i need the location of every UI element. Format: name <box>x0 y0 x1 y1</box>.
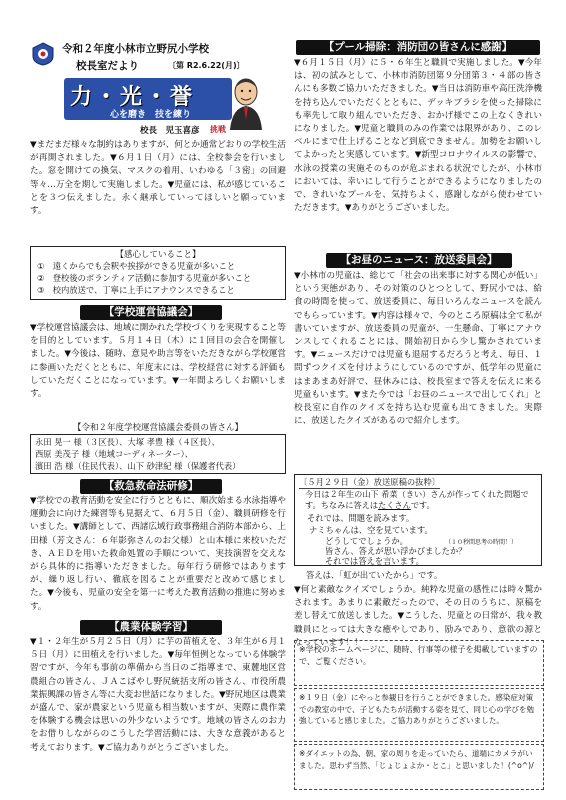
intro-item: ② 登校後のボランティア活動に参加する児童が多いこと <box>37 273 252 283</box>
intro-box-title: 【感心していること】 <box>115 250 201 260</box>
note-box <box>294 640 544 686</box>
council-member-line: 濱田 浩 様（住民代表）、山下 砂津紀 様（保護者代表） <box>35 461 241 471</box>
pool-section-title: 【プール掃除：消防団の皆さんに感謝】 <box>296 40 540 55</box>
quiz-question-line: 皆さん、答えが思い浮かびましたか？ <box>325 546 467 556</box>
quiz-read-line: それでは、問題を読みます。 <box>307 513 415 523</box>
quiz-question-line: どうしてでしょうか。 <box>325 536 408 546</box>
school-line: 令和２年度小林市立野尻小学校 <box>62 43 209 55</box>
principal-portrait-icon <box>226 74 266 130</box>
quiz-box-title: 〔５月２９日（金）放送原稿の抜粋〕 <box>299 477 441 487</box>
challenge-badge: 挑戦 <box>210 125 226 134</box>
school-crest-icon <box>32 42 54 66</box>
council-text: ▼学校運営協議会は、地域に開かれた学校づくりを実現すること等を目的としています。５月１４日（木）に１回目の会合を開催しました。▼今後は、随時、意見や助言等をいただきながら学校運営に参画いただくとともに、年度末には、学校経営に対する評価もしていただくことになっています。▼一年間よろしくお願いします。 <box>30 323 286 400</box>
intro-text: ▼まだまだ様々な制約はありますが、何とか通常どおりの学校生活が再開されました。▼６月１日（月）には、全校参会を行いました。窓を開けての換気、マスクの着用、いわゆる「３密」の回避等々…万全を期して実施しました。▼児童には、私が感じていることを３つ伝えました。永く継承していってほしいと願っています。 <box>30 140 286 217</box>
quiz-question-line: それでは答えを言います。 <box>325 556 424 566</box>
farm-section-title: 【農業体験学習】 <box>80 620 222 635</box>
quiz-intro-text: 今日は２年生の山下 希菜（きい）さんが作ってくれた問題です。ちなみに答えは <box>305 489 529 510</box>
first-aid-text: ▼学校での教育活動を安全に行うとともに、順次始まる水泳指導や運動会に向けた練習等も見据えて、６月５日（金）、職員研修を行いました。▼講師として、西諸広域行政事務組合消防本部から、上田様（芳文さん：６年影弥さんのお父様）と山本様に来校いただき、ＡＥＤを用いた救命処置の手順について、実技演習を交えながら具体的に指導いただきました。毎年行う研修ではありますが、繰り返し行い、徹底を図ることが重要だと改めて感じました。▼今後も、児童の安全を第一に考えた教育活動の推進に努めます。 <box>30 496 286 612</box>
quiz-think-time: （１０秒間思考の時間！） <box>445 539 518 546</box>
newsletter-title: 力・光・誉 <box>70 84 196 110</box>
council-members-title: 【令和２年度学校運営協議会委員の皆さん】 <box>72 423 243 433</box>
issue-date: 〔第 R2.6.22(月)〕 <box>168 61 245 70</box>
quiz-answer-highlight: たくさん <box>378 500 411 510</box>
first-aid-section-title: 【救急救命法研修】 <box>80 479 222 494</box>
note-text: ※学校のホームページに、随時、行事等の様子を掲載していますので、ご覧ください。 <box>299 645 538 666</box>
council-section-title: 【学校運営協議会】 <box>80 305 222 320</box>
quiz-intro-end: です。 <box>410 500 435 510</box>
news-section-title: 【お昼のニュース：放送委員会】 <box>326 253 512 268</box>
news-quiz-box <box>294 474 542 566</box>
note-box <box>294 688 544 742</box>
news-text: ▼小林市の児童は、総じて「社会の出来事に対する関心が低い」という実態があり、その対策のひとつとして、野尻小では、給食の時間を使って、放送委員に、毎日いろんなニュースを読んでもらっています。▼内容は様々で、今のところ原稿は全て私が書いていますが、放送委員の児童が、一生懸命、丁寧にアナウンスしてくれることには、開始初日から少し驚かされています。▼ニュースだけでは児童も退屈するだろうと考え、毎日、１問ずつクイズを付けようにしているのですが、低学年の児童にはまあまあ好評で、昼休みには、校長室まで答えを伝えに来る児童もいます。▼また今では「お昼のニュースで出してくれ」と校長室に自作のクイズを持ち込む児童も出てきました。実際に、放送したクイズがあるので紹介します。 <box>294 271 542 427</box>
council-members-box <box>30 434 286 474</box>
council-member-line: 西原 美茂子 様（地域コーディネーター）、 <box>35 449 194 459</box>
intro-item: ① 遠くからでも会釈や挨拶ができる児童が多いこと <box>37 261 236 271</box>
news-after-text: ▼何と素敵なクイズでしょうか。純粋な児童の感性には時々驚かされます。あまりに素敵だったので、その日のうちに、原稿を差し替えて放送しました。▼こうした、児童との日常が、我々教職員にとっては大きな癒やしであり、励みであり、意欲の源となっています！！ <box>294 585 542 648</box>
farm-text: ▼１・２年生が５月２５日（月）に芋の苗植えを、３年生が６月１５日（月）に田植えを行いました。▼毎年恒例となっている体験学習ですが、今年も事前の準備から当日のご指導まで、東麓地区営農組合の皆さん、ＪＡこばやし野尻統括支所の皆さん、市役所農業振興課の皆さん等に大変お世話になりました。▼野尻地区は農業が盛んで、家が農家という児童も相当数いますが、実際に農作業を体験する機会は思いの外少ないようです。地域の皆さんのお力をお借りしながらのこうした学習活動には、大きな意義があると考えております。▼ご協力ありがとうございました。 <box>30 637 286 753</box>
newsletter-subtitle: 心を磨き 技を練り <box>110 110 192 120</box>
principal-name: 校長 児玉喜彦 <box>140 126 200 136</box>
intro-box <box>30 246 286 300</box>
council-member-line: 永田 晃一 様（３区長）、大塚 孝豊 様（４区長）、 <box>35 437 220 447</box>
pool-text: ▼６月１５日（月）に５・６年生と職員で実施しました。▼今年は、初の試みとして、小林市消防団第９分団第３・４部の皆さんにも多数ご協力いただきました。▼当日は消防車や高圧洗浄機を持ち込んでいただくとともに、デッキブラシを使った掃除にも率先して取り組んでいただき、おかげ様でこの上なくきれいになりました。▼児童と職員のみの作業では限界があり、このレベルにまで仕上げることなど到底できません。加勢をお願いしてよかったと実感しています。▼新型コロナウイルスの影響で、水泳の授業の実施そのものが危ぶまれる状況でしたが、小林市においては、幸いにして行うことができるようになりましたので、きれいなプールを、気持ちよく、感謝しながら使わせていただきます。▼ありがとうございました。 <box>294 58 542 214</box>
note-text: ※１９日（金）にやっと参観日を行うことができました。感染症対策での教室の中で、子どもたちが活動する姿を見て、同じ心の学びを勉強していると感じました。ご協力ありがとうございました。 <box>299 693 535 725</box>
quiz-intro <box>305 489 537 511</box>
quiz-answer-line: 答えは、「虹が出ていたから」です。 <box>306 570 443 580</box>
note-text: ※ダイエットの為、朝、家の周りを走っていたら、道端にカメラがいました。思わず当然、「じょじょよか・とこ」と思いました！(^o^)/ <box>299 749 534 770</box>
column-name: 校長室だより <box>76 60 139 72</box>
quiz-question-line: ナミちゃんは、空を見ています。 <box>309 525 433 535</box>
intro-item: ③ 校内放送で、丁寧に上手にアナウンスできること <box>37 285 235 295</box>
note-box <box>294 744 544 790</box>
